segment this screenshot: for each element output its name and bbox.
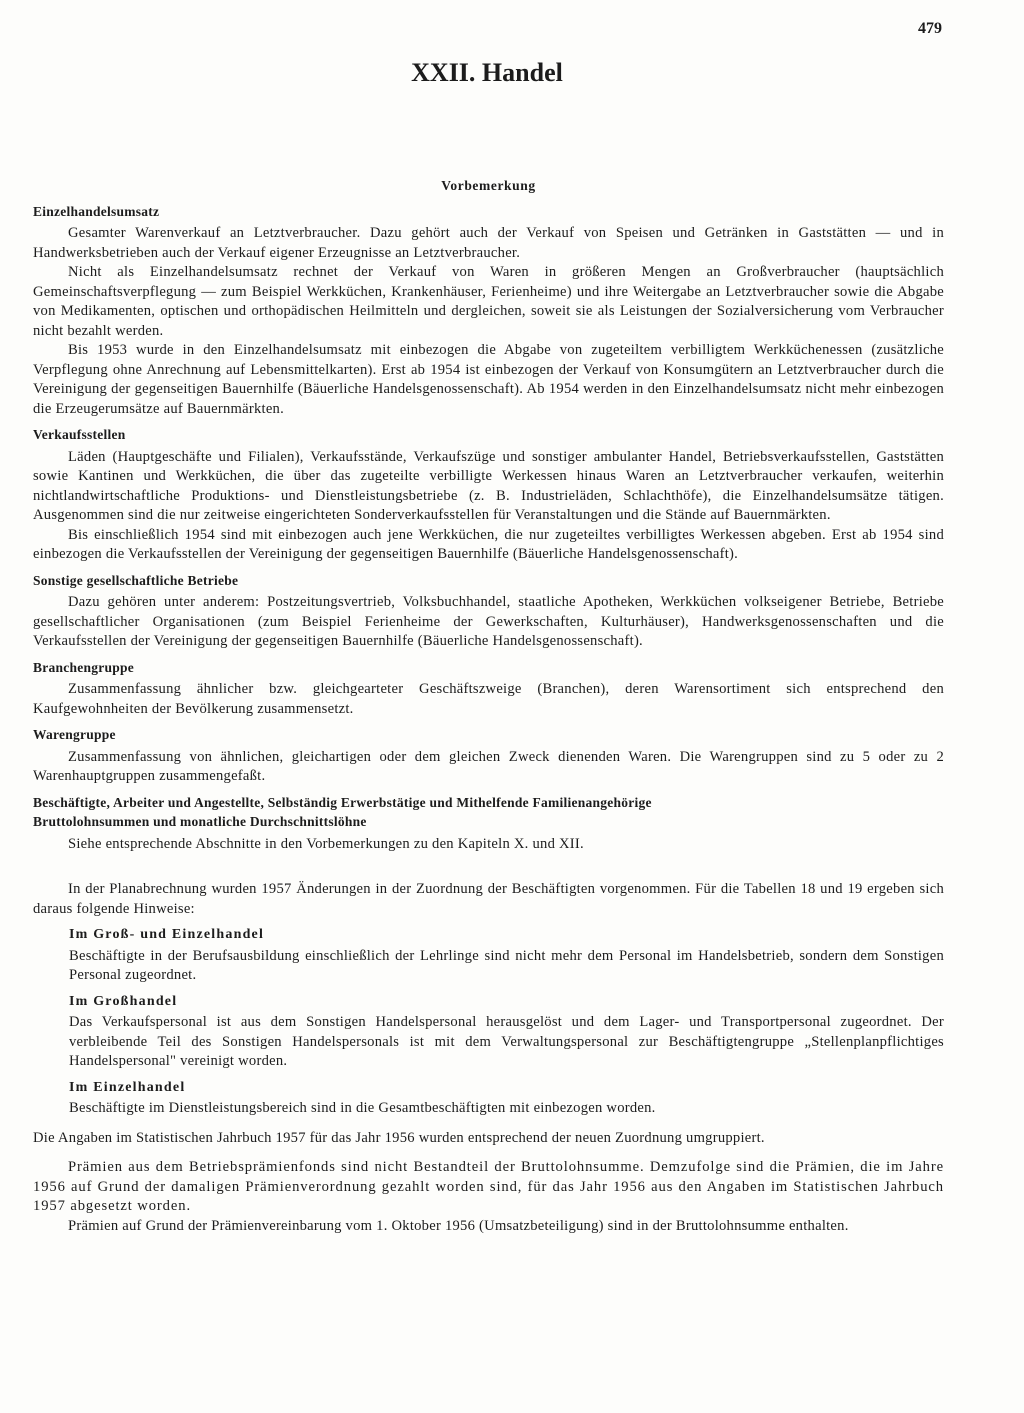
spacer [33, 854, 944, 880]
paragraph: Dazu gehören unter anderem: Postzeitungsvertrieb, Volksbuchhandel, staatliche Apotheken, Werkküchen volkseigener Betriebe, Betriebe gesellschaftlicher Organisationen (zum Beispiel Ferienheime der Gewerkschaften, Kulturhäuser), Handwerksgenossenschaften und die Verkaufsstellen der Vereinigung der gegenseitigen Bauernhilfe (Bäuerliche Handelsgenossenschaft). [33, 594, 944, 649]
paragraph: Prämien auf Grund der Prämienvereinbarung vom 1. Oktober 1956 (Umsatzbeteiligung) sind in der Bruttolohnsumme enthalten. [68, 1217, 849, 1234]
paragraph: Prämien aus dem Betriebsprämienfonds sind nicht Bestandteil der Bruttolohnsumme. Demzufolge sind die Prämien, die im Jahre 1956 auf Grund der damaligen Prämienverordnung gezahlt worden sind, für das Jahr 1956 aus den Angaben im Statistischen Jahrbuch 1957 abgesetzt worden. [33, 1159, 944, 1214]
paragraph: In der Planabrechnung wurden 1957 Änderungen in der Zuordnung der Beschäftigten vorgenommen. Für die Tabellen 18 und 19 ergeben sich daraus folgende Hinweise: [33, 881, 944, 917]
heading-warengruppe: Warengruppe [33, 727, 116, 742]
heading-bruttolohnsummen: Bruttolohnsummen und monatliche Durchschnittslöhne [33, 814, 367, 829]
spacer [33, 1148, 944, 1158]
heading-sonstige-betriebe: Sonstige gesellschaftliche Betriebe [33, 572, 239, 588]
heading-einzelhandelsumsatz: Einzelhandelsumsatz [33, 203, 160, 219]
paragraph: Zusammenfassung ähnlicher bzw. gleichgearteter Geschäftszweige (Branchen), deren Warensortiment sich entsprechend den Kaufgewohnheiten der Bevölkerung zusammensetzt. [33, 681, 944, 717]
paragraph: Siehe entsprechende Abschnitte in den Vorbemerkungen zu den Kapiteln X. und XII. [68, 835, 584, 852]
paragraph: Gesamter Warenverkauf an Letztverbraucher. Dazu gehört auch der Verkauf von Speisen und Getränken in Gaststätten — und in Handwerksbetrieben auch der Verkauf eigener Erzeugnisse an Letztverbraucher. [33, 225, 944, 261]
spacer [33, 1119, 944, 1129]
subheading-gross-und-einzelhandel: Im Groß- und Einzelhandel [69, 927, 265, 942]
heading-verkaufsstellen: Verkaufsstellen [33, 427, 126, 442]
paragraph: Bis einschließlich 1954 sind mit einbezogen auch jene Werkküchen, die nur zugeteiltes verbilligtes Werkessen abgeben. Erst ab 1954 sind einbezogen die Verkaufsstellen der Vereinigung der gegenseitigen Bauernhilfe (Bäuerliche Handelsgenossenschaft). [33, 526, 944, 562]
paragraph: Beschäftigte in der Berufsausbildung einschließlich der Lehrlinge sind nicht mehr dem Personal im Handelsbetrieb, sondern dem Sonstigen Personal zugeordnet. [69, 947, 944, 983]
paragraph: Nicht als Einzelhandelsumsatz rechnet der Verkauf von Waren in größeren Mengen an Großverbraucher (hauptsächlich Gemeinschaftsverpflegung — zum Beispiel Werkküchen, Krankenhäuser, Ferienheime) und ihre Weitergabe an Letztverbraucher sowie die Abgabe von Medikamenten, optischen und orthopädischen Heilmitteln und dergleichen, soweit sie als Leistungen der Sozialversicherung vom Verbraucher nicht bezahlt werden. [33, 264, 944, 339]
paragraph: Bis 1953 wurde in den Einzelhandelsumsatz mit einbezogen die Abgabe von zugeteiltem verbilligtem Werkküchenessen (zusätzliche Verpflegung ohne Anrechnung auf Lebensmittelkarten). Erst ab 1954 ist einbezogen der Verkauf von Konsumgütern an Letztverbraucher durch die Vereinigung der gegenseitigen Bauernhilfe (Bäuerliche Handelsgenossenschaft). Ab 1954 werden in den Einzelhandelsumsatz nicht mehr einbezogen die Erzeugerumsätze auf Bauernmärkten. [33, 342, 944, 417]
paragraph: Läden (Hauptgeschäfte und Filialen), Verkaufsstände, Verkaufszüge und sonstiger ambulanter Handel, Betriebsverkaufsstellen, Gaststätten sowie Kantinen und Werkküchen, die über das zugeteilte verbilligte Werkessen hinaus Waren an Letztverbraucher verkaufen, weiterhin nichtlandwirtschaftliche Produktions- und Dienstleistungsbetriebe (z. B. Industrieläden, Schlachthöfe), die Einzelhandelsumsätze tätigen. Ausgenommen sind die nur zeitweise eingerichteten Sonderverkaufsstellen für Veranstaltungen und die Stände auf Bauernmärkten. [33, 448, 944, 523]
planabrechnung-notes [33, 925, 944, 1119]
paragraph: Die Angaben im Statistischen Jahrbuch 1957 für das Jahr 1956 wurden entsprechend der neuen Zuordnung umgruppiert. [33, 1129, 765, 1146]
subheading-grosshandel: Im Großhandel [69, 993, 178, 1009]
page-number: 479 [918, 20, 942, 37]
paragraph: Beschäftigte im Dienstleistungsbereich sind in die Gesamtbeschäftigten mit einbezogen worden. [69, 1100, 656, 1116]
paragraph: Zusammenfassung von ähnlichen, gleichartigen oder dem gleichen Zweck dienenden Waren. Die Warengruppen sind zu 5 oder zu 2 Warenhauptgruppen zusammengefaßt. [33, 748, 944, 784]
heading-beschaeftigte: Beschäftigte, Arbeiter und Angestellte, Selbständig Erwerbstätige und Mithelfende Familienangehörige [33, 794, 652, 810]
chapter-title: XXII. Handel [411, 58, 563, 87]
heading-branchengruppe: Branchengruppe [33, 659, 135, 675]
page-content [33, 176, 944, 1236]
section-subtitle: Vorbemerkung [441, 178, 536, 193]
paragraph: Das Verkaufspersonal ist aus dem Sonstigen Handelspersonal herausgelöst und dem Lager- und Transportpersonal zugeordnet. Der verbleibende Teil des Sonstigen Handelspersonals ist mit dem Verwaltungspersonal zur Beschäftigtengruppe „Stellenplanpflichtiges Handelspersonal" vereinigt worden. [69, 1014, 944, 1069]
subheading-einzelhandel: Im Einzelhandel [69, 1079, 186, 1095]
